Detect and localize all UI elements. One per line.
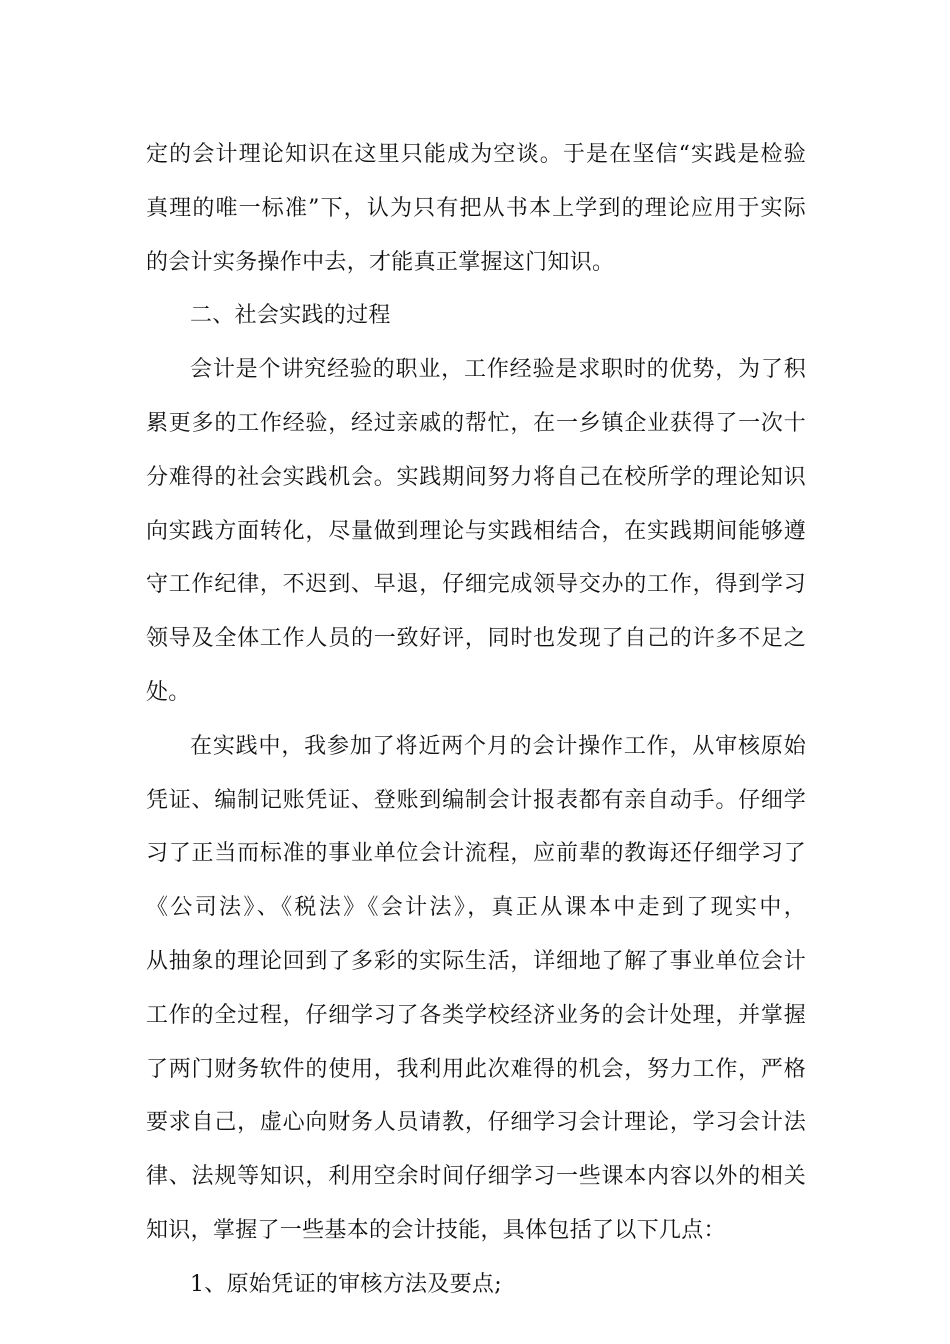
paragraph-line: 《公司法》、《税法》《会计法》，真正从课本中走到了现实中， [146, 895, 806, 921]
paragraph-line: 守工作纪律，不迟到、早退，仔细完成领导交办的工作，得到学习 [146, 572, 806, 598]
paragraph-line: 真理的唯一标准”下，认为只有把从书本上学到的理论应用于实际 [146, 195, 806, 221]
paragraph-line: 在实践中，我参加了将近两个月的会计操作工作，从审核原始 [190, 733, 806, 759]
paragraph-line: 领导及全体工作人员的一致好评，同时也发现了自己的许多不足之 [146, 626, 806, 652]
section-heading: 二、社会实践的过程 [190, 303, 391, 329]
paragraph-line: 处。 [146, 679, 191, 705]
paragraph-line: 了两门财务软件的使用，我利用此次难得的机会，努力工作，严格 [146, 1056, 806, 1082]
list-item: 1、原始凭证的审核方法及要点; [190, 1271, 502, 1297]
paragraph-line: 工作的全过程，仔细学习了各类学校经济业务的会计处理，并掌握 [146, 1002, 806, 1028]
paragraph-line: 知识，掌握了一些基本的会计技能，具体包括了以下几点： [146, 1217, 726, 1243]
paragraph-line: 律、法规等知识，利用空余时间仔细学习一些课本内容以外的相关 [146, 1164, 806, 1190]
paragraph-line: 的会计实务操作中去，才能真正掌握这门知识。 [146, 249, 615, 275]
paragraph-line: 凭证、编制记账凭证、登账到编制会计报表都有亲自动手。仔细学 [146, 787, 806, 813]
paragraph-line: 要求自己，虚心向财务人员请教，仔细学习会计理论，学习会计法 [146, 1110, 806, 1136]
paragraph-line: 习了正当而标准的事业单位会计流程，应前辈的教诲还仔细学习了 [146, 841, 806, 867]
paragraph-line: 累更多的工作经验，经过亲戚的帮忙，在一乡镇企业获得了一次十 [146, 410, 806, 436]
body-text [146, 128, 806, 1312]
paragraph-line: 分难得的社会实践机会。实践期间努力将自己在校所学的理论知识 [146, 464, 806, 490]
paragraph-line: 会计是个讲究经验的职业，工作经验是求职时的优势，为了积 [190, 357, 806, 383]
paragraph-line: 定的会计理论知识在这里只能成为空谈。于是在坚信“实践是检验 [146, 142, 806, 167]
paragraph-line: 向实践方面转化，尽量做到理论与实践相结合，在实践期间能够遵 [146, 518, 806, 544]
paragraph-line: 从抽象的理论回到了多彩的实际生活，详细地了解了事业单位会计 [146, 948, 806, 974]
